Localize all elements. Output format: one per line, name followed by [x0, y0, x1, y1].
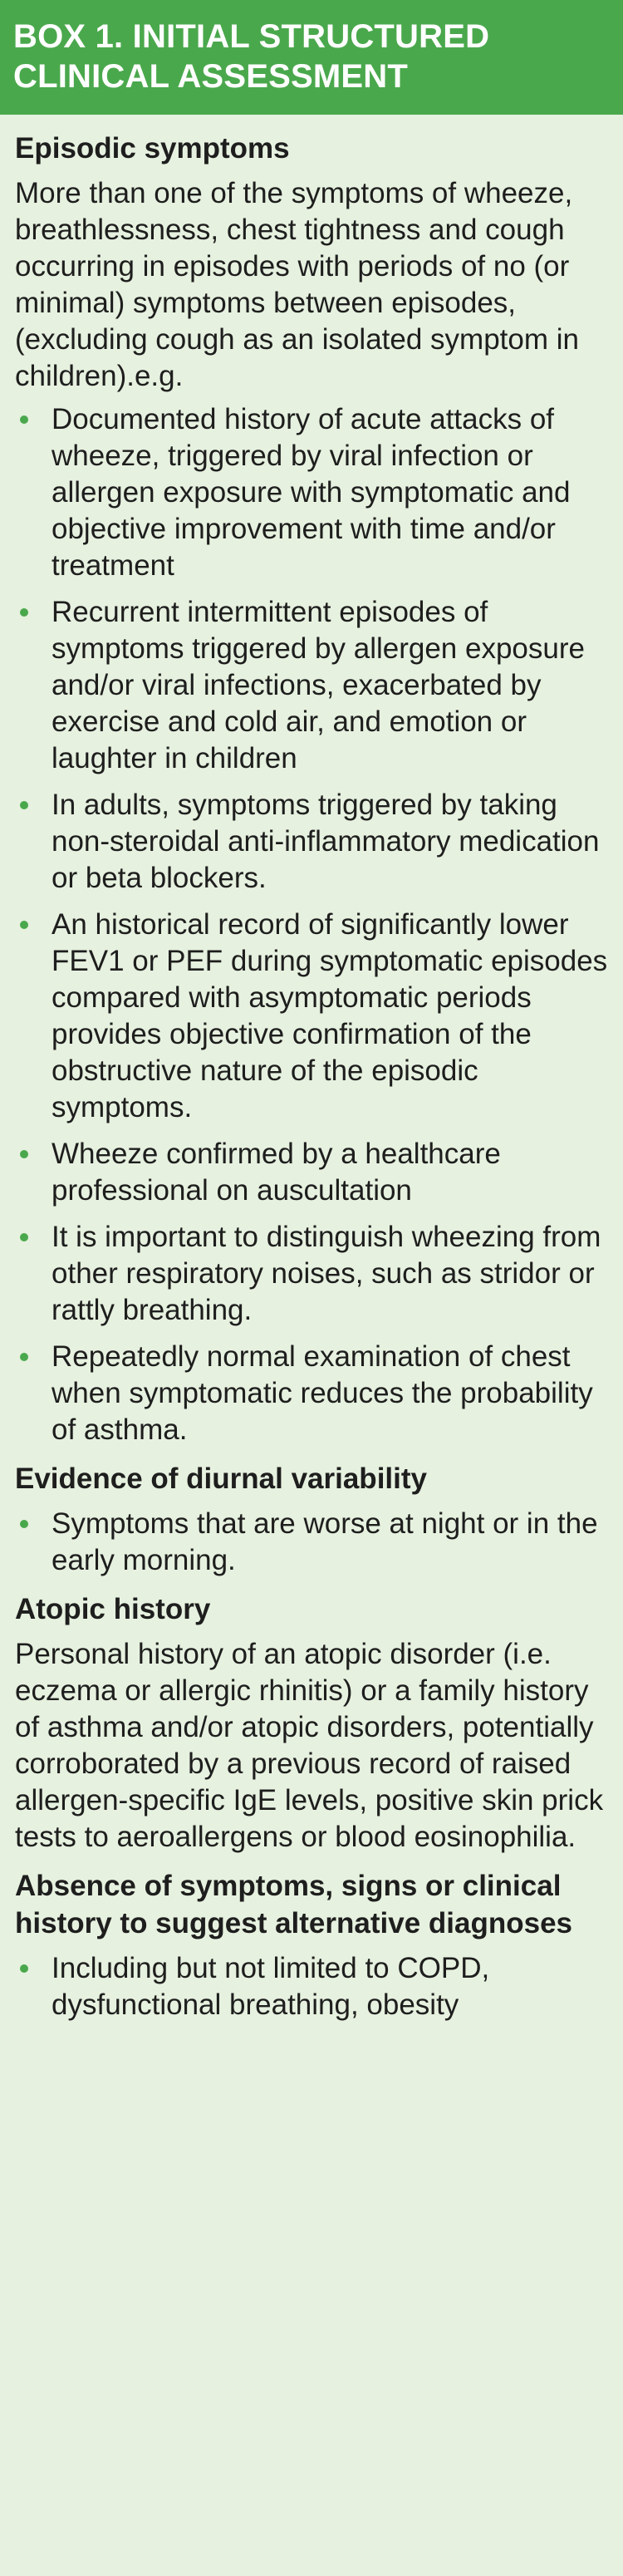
- list-item-text: In adults, symptoms triggered by taking non-steroidal anti-inflammatory medication or beta blockers.: [52, 789, 600, 894]
- list-item: [15, 594, 611, 777]
- list-item: [15, 401, 611, 584]
- section-heading-diurnal-variability: Evidence of diurnal variability: [15, 1463, 427, 1495]
- bullet-dot-icon: [20, 1520, 28, 1528]
- section-heading-alternative-diagnoses: Absence of symptoms, signs or clinical history to suggest alternative diagnoses: [15, 1870, 572, 1939]
- box-content: [0, 115, 623, 2023]
- bullet-dot-icon: [20, 608, 28, 617]
- section-paragraph-atopic-history: Personal history of an atopic disorder (i.e. eczema or allergic rhinitis) or a family history of asthma and/or atopic disorders, potentially corroborated by a previous record of raised allergen-specific IgE levels, positive skin prick tests to aeroallergens or blood eosinophilia.: [15, 1638, 604, 1853]
- section-paragraph-episodic-symptoms: More than one of the symptoms of wheeze, breathlessness, chest tightness and cough occurring in episodes with periods of no (or minimal) symptoms between episodes, (excluding cough as an isolated symptom in children).e.g.: [15, 177, 579, 392]
- bullet-list-alternative-diagnoses: [15, 1950, 611, 2023]
- bullet-dot-icon: [20, 921, 28, 929]
- list-item-text: It is important to distinguish wheezing from other respiratory noises, such as stridor or rattly breathing.: [52, 1221, 601, 1326]
- bullet-dot-icon: [20, 801, 28, 809]
- list-item: [15, 1219, 611, 1329]
- list-item-text: Including but not limited to COPD, dysfunctional breathing, obesity: [52, 1952, 490, 2021]
- bullet-dot-icon: [20, 1233, 28, 1241]
- bullet-dot-icon: [20, 1964, 28, 1973]
- section-heading-atopic-history: Atopic history: [15, 1593, 211, 1625]
- box-header: [0, 0, 623, 115]
- bullet-list-diurnal-variability: [15, 1506, 611, 1579]
- list-item: [15, 1339, 611, 1448]
- list-item: [15, 787, 611, 897]
- list-item: [15, 1506, 611, 1579]
- list-item-text: Repeatedly normal examination of chest when symptomatic reduces the probability of asthma.: [52, 1340, 593, 1446]
- list-item-text: An historical record of significantly lower FEV1 or PEF during symptomatic episodes compared with asymptomatic periods provides objective confirmation of the obstructive nature of the episodic symptoms.: [52, 908, 608, 1123]
- bullet-dot-icon: [20, 1353, 28, 1361]
- list-item-text: Documented history of acute attacks of wheeze, triggered by viral infection or allergen exposure with symptomatic and objective improvement with time and/or treatment: [52, 403, 571, 582]
- box-title-line-1: BOX 1. INITIAL STRUCTURED: [13, 18, 490, 55]
- bullet-dot-icon: [20, 415, 28, 424]
- list-item-text: Recurrent intermittent episodes of symptoms triggered by allergen exposure and/or viral infections, exacerbated by exercise and cold air, and emotion or laughter in children: [52, 596, 585, 774]
- list-item-text: Wheeze confirmed by a healthcare professional on auscultation: [52, 1138, 501, 1207]
- bullet-list-episodic-symptoms: [15, 401, 611, 1448]
- list-item-text: Symptoms that are worse at night or in the early morning.: [52, 1507, 598, 1576]
- box-title-line-2: CLINICAL ASSESSMENT: [13, 58, 408, 95]
- section-heading-episodic-symptoms: Episodic symptoms: [15, 132, 290, 165]
- list-item: [15, 1950, 611, 2023]
- list-item: [15, 907, 611, 1126]
- list-item: [15, 1136, 611, 1209]
- bullet-dot-icon: [20, 1150, 28, 1158]
